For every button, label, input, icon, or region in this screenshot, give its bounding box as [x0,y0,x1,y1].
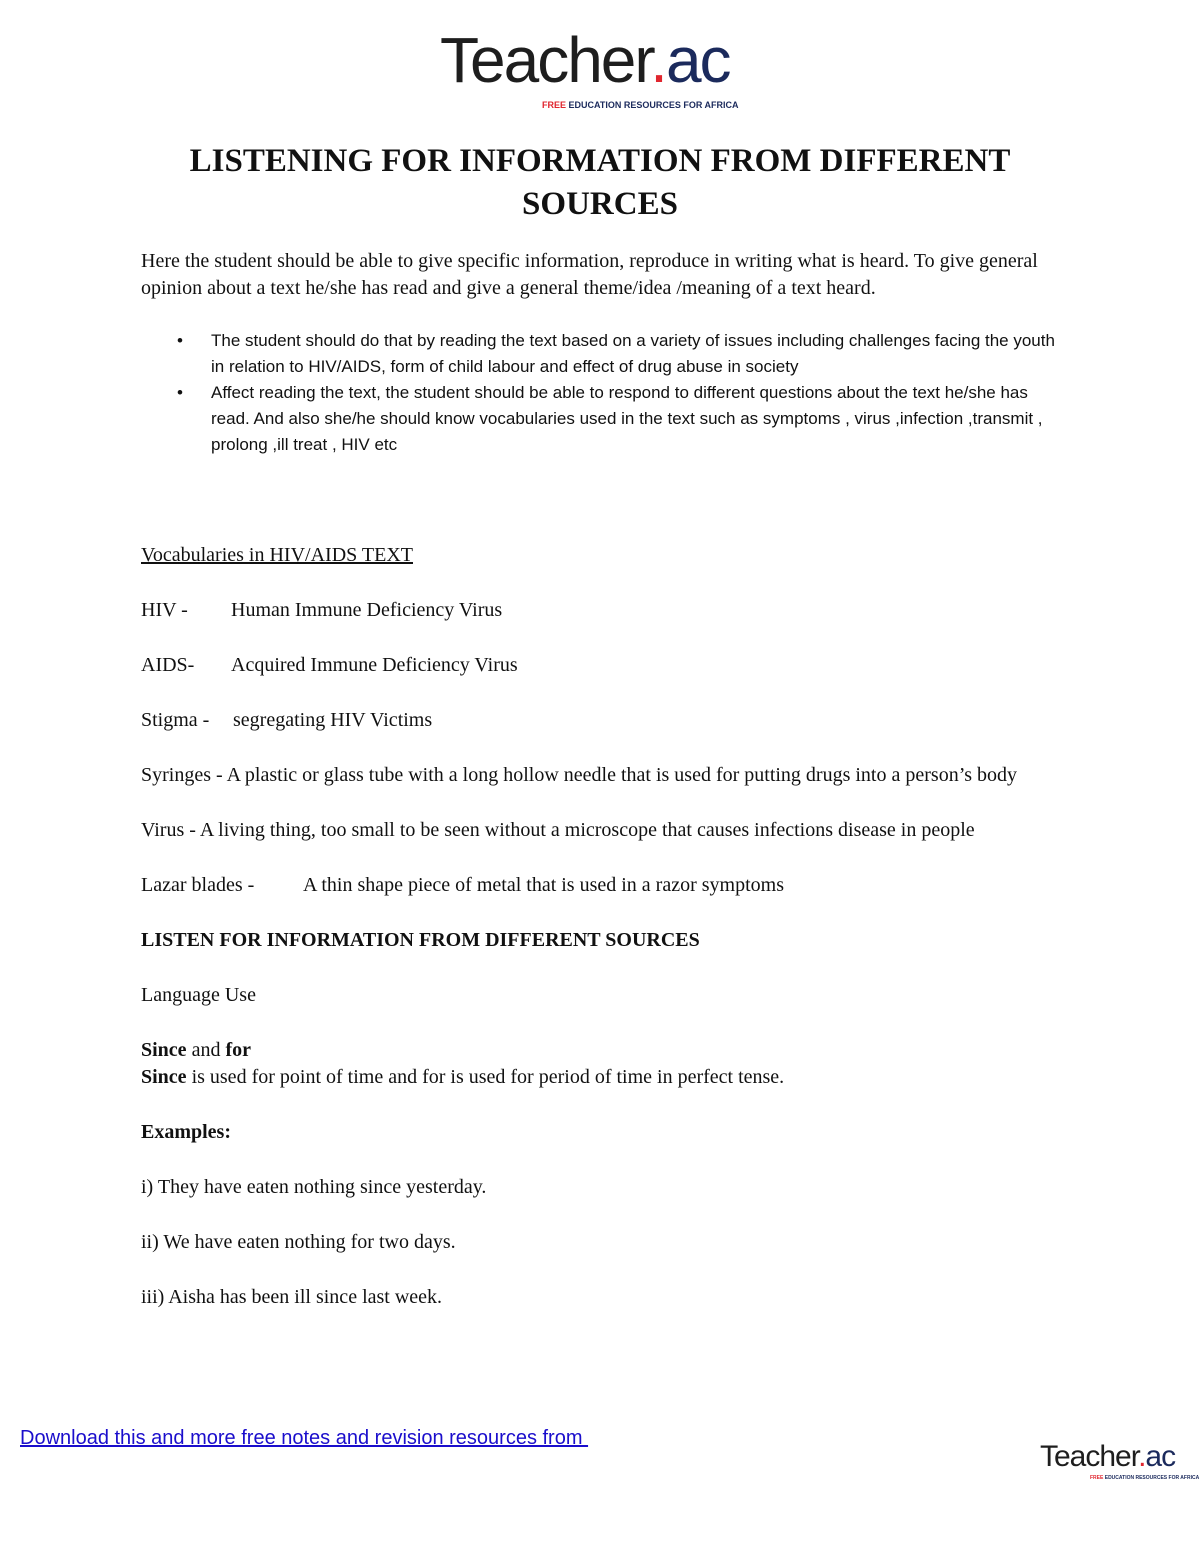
page-title: LISTENING FOR INFORMATION FROM DIFFERENT SOURCES [189,143,1011,222]
download-link[interactable]: Download this and more free notes and revision resources from [20,1427,589,1449]
list-item: • The student should do that by reading the text based on a variety of issues including challenges facing the youth in relation to HIV/AIDS, form of child labour and effect of drug abuse in society [141,328,1061,380]
list-item: • Affect reading the text, the student should be able to respond to different questions about the text he/she has read. And also she/he should know vocabularies used in the text such as symptoms , virus ,infection ,transmit , prolong ,ill treat , HIV etc [141,380,1061,458]
example-item: i) They have eaten nothing since yesterday. [141,1176,487,1198]
since-for-heading: Since and for [141,1039,251,1061]
examples-label: Examples: [141,1121,231,1143]
logo-tagline: FREE EDUCATION RESOURCES FOR AFRICA [1090,1475,1200,1481]
bullet-icon: • [177,331,183,350]
vocab-entry: HIV - Human Immune Deficiency Virus [141,599,503,621]
vocab-entry: Stigma - segregating HIV Victims [141,709,433,731]
since-rule: Since is used for point of time and for is used for period of time in perfect tense. [141,1066,785,1088]
bullet-icon: • [177,383,183,402]
example-item: ii) We have eaten nothing for two days. [141,1231,456,1253]
teacher-ac-logo [440,24,739,110]
vocab-entry: Lazar blades - A thin shape piece of metal that is used in a razor symptoms [141,874,784,896]
logo-tagline: FREE EDUCATION RESOURCES FOR AFRICA [542,100,739,110]
teacher-ac-footer-logo[interactable] [1040,1442,1199,1481]
section-heading: LISTEN FOR INFORMATION FROM DIFFERENT SOURCES [141,929,700,951]
document-body [141,248,1061,1311]
logo-wordmark: Teacher.ac [440,24,730,96]
vocab-entry: Virus - A living thing, too small to be seen without a microscope that causes infections disease in people [141,819,975,841]
vocab-entry: Syringes - A plastic or glass tube with a long hollow needle that is used for putting drugs into a person’s body [141,764,1018,786]
language-use-label: Language Use [141,984,256,1006]
vocab-entry: AIDS- Acquired Immune Deficiency Virus [141,654,518,676]
bullet-list [141,328,1061,458]
logo-wordmark: Teacher.ac [1040,1440,1176,1473]
intro-paragraph: Here the student should be able to give specific information, reproduce in writing what is heard. To give general opinion about a text he/she has read and give a general theme/idea /meaning of a text heard. [141,250,1038,299]
example-item: iii) Aisha has been ill since last week. [141,1286,443,1308]
vocab-heading: Vocabularies in HIV/AIDS TEXT [141,544,413,566]
